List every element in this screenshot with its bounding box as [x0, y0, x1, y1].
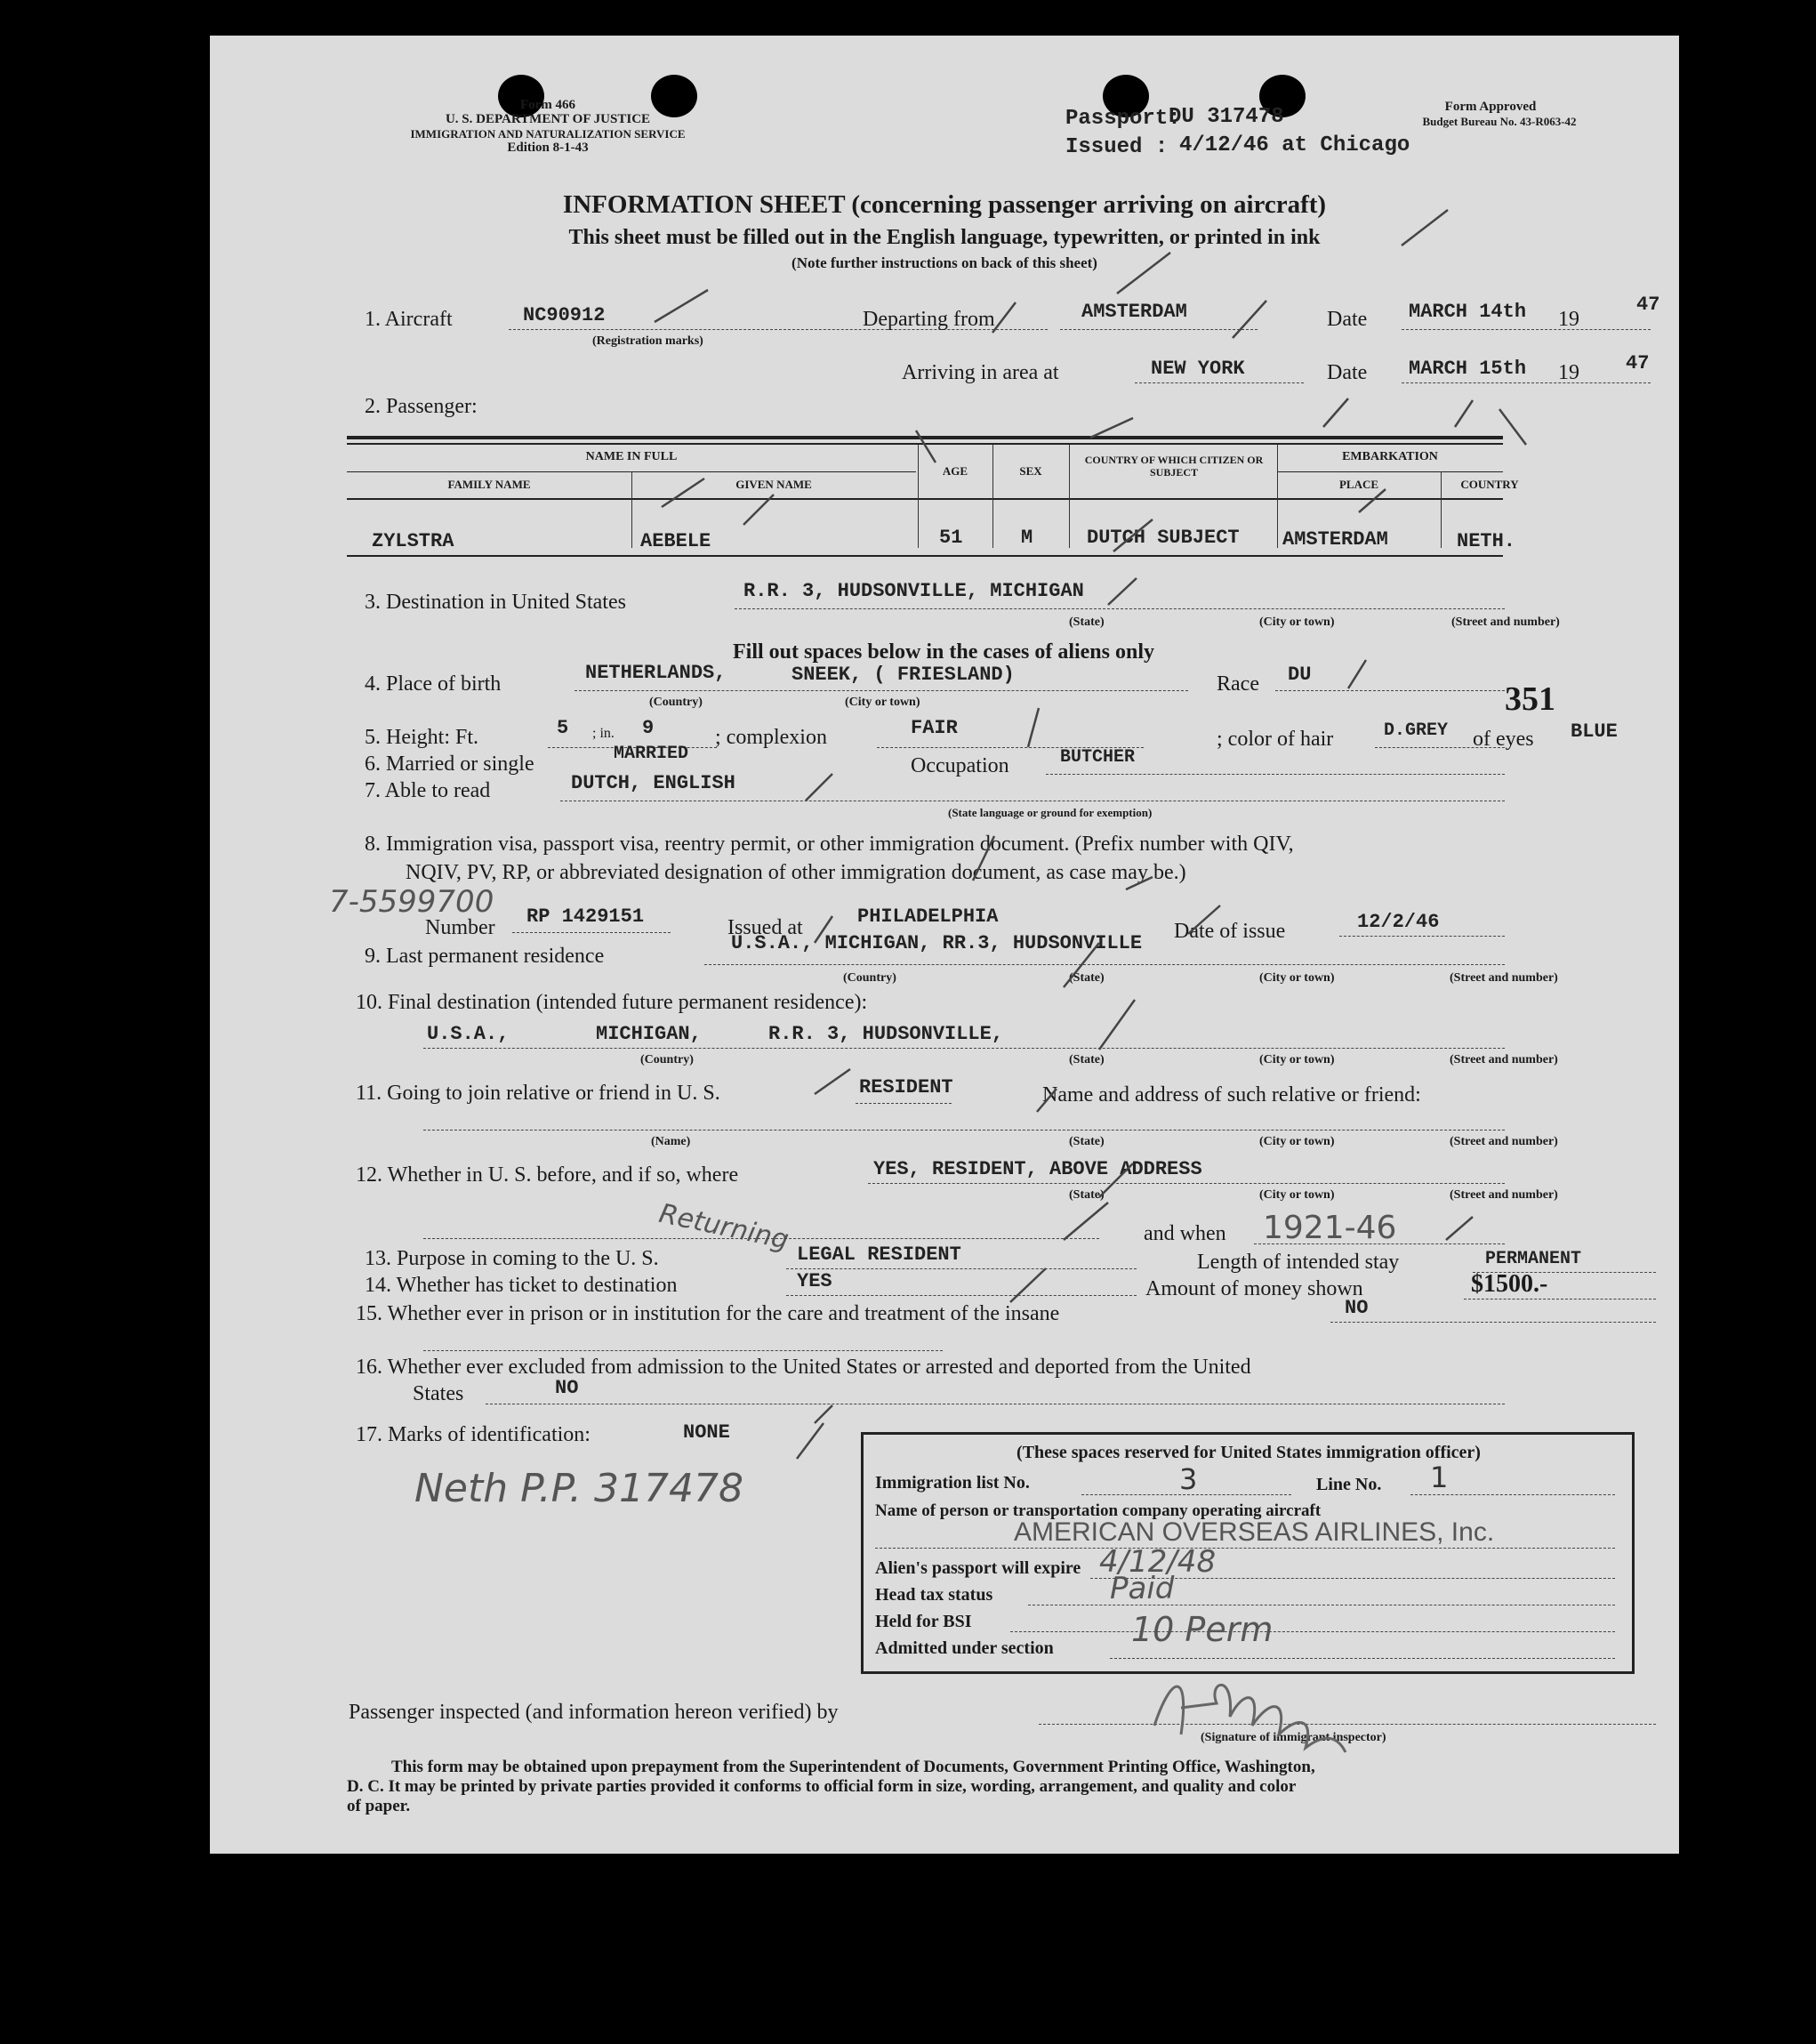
- caption-state: (State): [1069, 616, 1105, 629]
- col-embarkation: EMBARKATION: [1342, 450, 1438, 463]
- final-rest: R.R. 3, HUDSONVILLE,: [768, 1023, 1004, 1045]
- previous-us-value: YES, RESIDENT, ABOVE ADDRESS: [873, 1158, 1202, 1180]
- aircraft-value: NC90912: [523, 304, 606, 326]
- footer-line-2: D. C. It may be printed by private parties provided it conforms to official form in size, wording, arrangement, and quality and color: [347, 1777, 1297, 1796]
- col-place: PLACE: [1338, 478, 1379, 491]
- join-relative-value: RESIDENT: [859, 1076, 953, 1098]
- check-marks: [210, 36, 1679, 1854]
- immigration-list-label: Immigration list No.: [875, 1473, 1030, 1493]
- handwritten-number: 7-5599700: [329, 884, 494, 920]
- money-value: $1500.-: [1471, 1270, 1548, 1298]
- birth-city: SNEEK, ( FRIESLAND): [791, 664, 1015, 686]
- caption-name-11: (Name): [651, 1135, 691, 1148]
- visa-issued-value: PHILADELPHIA: [857, 905, 999, 928]
- year-prefix-arr: 19: [1558, 361, 1579, 384]
- admitted-section-value: 10 Perm: [1131, 1610, 1274, 1649]
- final-state: MICHIGAN,: [596, 1023, 702, 1045]
- embark-country: NETH.: [1457, 530, 1516, 552]
- airline-stamp: AMERICAN OVERSEAS AIRLINES, Inc.: [1014, 1517, 1495, 1547]
- complexion-label: ; complexion: [715, 726, 827, 749]
- eyes-label: of eyes: [1473, 728, 1534, 751]
- footer-line-3: of paper.: [347, 1797, 411, 1815]
- when-value: 1921-46: [1263, 1210, 1397, 1246]
- form-title: INFORMATION SHEET (concerning passenger arriving on aircraft): [562, 190, 1327, 219]
- caption-city: (City or town): [1259, 616, 1335, 629]
- caption-state-9: (State): [1069, 971, 1105, 985]
- embark-place: AMSTERDAM: [1282, 528, 1388, 551]
- identification-label: 17. Marks of identification:: [356, 1423, 591, 1446]
- height-label: 5. Height: Ft.: [365, 726, 479, 749]
- visa-issued-label: Issued at: [727, 916, 803, 939]
- caption-city-9: (City or town): [1259, 971, 1335, 985]
- caption-city-10: (City or town): [1259, 1053, 1335, 1066]
- caption-state-12: (State): [1069, 1188, 1105, 1202]
- date-departure-value: MARCH 14th: [1409, 301, 1527, 323]
- height-inches: 9: [642, 717, 655, 739]
- read-value: DUTCH, ENGLISH: [571, 772, 735, 794]
- read-caption: (State language or ground for exemption): [948, 806, 1153, 819]
- prison-value: NO: [1345, 1297, 1369, 1319]
- caption-country: (Country): [649, 696, 703, 709]
- marital-value: MARRIED: [614, 744, 689, 764]
- visa-date-label: Date of issue: [1174, 920, 1286, 943]
- passport-value: DU 317478: [1169, 105, 1284, 129]
- departing-value: AMSTERDAM: [1081, 301, 1187, 323]
- excluded-label-2: States: [413, 1382, 464, 1405]
- when-label: and when: [1144, 1222, 1226, 1245]
- col-given-name: GIVEN NAME: [735, 478, 812, 491]
- passenger-family-name: ZYLSTRA: [372, 530, 454, 552]
- join-relative-label: 11. Going to join relative or friend in U. S.: [356, 1082, 720, 1105]
- visa-number: RP 1429151: [526, 905, 645, 928]
- destination-label: 3. Destination in United States: [365, 591, 626, 614]
- occupation-label: Occupation: [911, 754, 1009, 777]
- height-feet: 5: [557, 717, 569, 739]
- immigration-list-value: 3: [1179, 1462, 1198, 1496]
- departing-label: Departing from: [863, 308, 995, 331]
- caption-street-12: (Street and number): [1450, 1188, 1558, 1202]
- handwritten-returning: Returning: [655, 1198, 791, 1256]
- identification-value: NONE: [683, 1421, 730, 1444]
- caption-street: (Street and number): [1451, 616, 1560, 629]
- col-name-in-full: NAME IN FULL: [585, 450, 678, 463]
- passenger-age: 51: [939, 527, 963, 549]
- race-label: Race: [1217, 672, 1259, 696]
- aircraft-label: 1. Aircraft: [365, 308, 453, 331]
- year-prefix-dep: 19: [1558, 308, 1579, 331]
- eyes-value: BLUE: [1571, 720, 1618, 743]
- line-no-value: 1: [1430, 1461, 1449, 1494]
- service: IMMIGRATION AND NATURALIZATION SERVICE: [410, 127, 686, 141]
- document-sheet: [210, 36, 1679, 1854]
- occupation-value: BUTCHER: [1060, 747, 1136, 768]
- stamped-number: 351: [1505, 680, 1555, 718]
- col-age: AGE: [942, 464, 968, 478]
- caption-state-10: (State): [1069, 1053, 1105, 1066]
- passenger-sex: M: [1021, 527, 1033, 549]
- caption-street-11: (Street and number): [1450, 1135, 1558, 1148]
- passport-label: Passport:: [1065, 107, 1181, 131]
- edition: Edition 8-1-43: [507, 141, 589, 155]
- race-value: DU: [1288, 664, 1312, 686]
- form-subtitle: This sheet must be filled out in the English language, typewritten, or printed in ink: [568, 226, 1321, 249]
- head-tax-label: Head tax status: [875, 1585, 993, 1605]
- person-operating-label: Name of person or transportation company operating aircraft: [875, 1501, 1322, 1520]
- passenger-label: 2. Passenger:: [365, 395, 478, 418]
- date-departure-label: Date: [1327, 308, 1368, 331]
- department: U. S. DEPARTMENT OF JUSTICE: [445, 112, 651, 126]
- arriving-label: Arriving in area at: [902, 361, 1059, 384]
- destination-value: R.R. 3, HUDSONVILLE, MICHIGAN: [743, 580, 1084, 602]
- read-label: 7. Able to read: [365, 779, 491, 802]
- year-arrival: 47: [1626, 352, 1650, 374]
- registration-caption: (Registration marks): [592, 334, 703, 348]
- footer-line-1: This form may be obtained upon prepayment from the Superintendent of Documents, Government Printing Office, Washington,: [391, 1758, 1315, 1776]
- passport-expire-value: 4/12/48: [1099, 1544, 1217, 1580]
- year-departure: 47: [1636, 294, 1660, 316]
- ticket-value: YES: [797, 1270, 832, 1292]
- admitted-section-label: Admitted under section: [875, 1638, 1054, 1658]
- visa-number-label: Number: [425, 916, 495, 939]
- excluded-value: NO: [555, 1377, 579, 1399]
- prison-label: 15. Whether ever in prison or in institution for the care and treatment of the insane: [356, 1302, 1060, 1325]
- hair-value: D.GREY: [1384, 720, 1449, 741]
- final-destination-label: 10. Final destination (intended future permanent residence):: [356, 991, 868, 1014]
- passenger-citizenship: DUTCH SUBJECT: [1087, 527, 1240, 549]
- caption-state-11: (State): [1069, 1135, 1105, 1148]
- purpose-label: 13. Purpose in coming to the U. S.: [365, 1247, 659, 1270]
- issued-label: Issued :: [1065, 135, 1169, 159]
- head-tax-value: Paid: [1110, 1571, 1175, 1606]
- birth-country: NETHERLANDS,: [585, 662, 727, 684]
- visa-label-2: NQIV, PV, RP, or abbreviated designation of other immigration document, as case may be.): [406, 861, 1186, 884]
- complexion-value: FAIR: [911, 717, 958, 739]
- final-country: U.S.A.,: [427, 1023, 510, 1045]
- height-inches-label: ; in.: [592, 726, 615, 741]
- inspected-label: Passenger inspected (and information hereon verified) by: [349, 1701, 839, 1724]
- aliens-only-note: Fill out spaces below in the cases of aliens only: [733, 640, 1155, 664]
- stay-label: Length of intended stay: [1197, 1251, 1400, 1274]
- held-bsi-label: Held for BSI: [875, 1612, 972, 1631]
- col-sex: SEX: [1019, 464, 1042, 478]
- marital-label: 6. Married or single: [365, 752, 534, 776]
- last-residence-label: 9. Last permanent residence: [365, 945, 605, 968]
- visa-label-1: 8. Immigration visa, passport visa, reentry permit, or other immigration document. (Prefix number with QIV,: [365, 833, 1294, 856]
- purpose-value: LEGAL RESIDENT: [797, 1243, 961, 1266]
- excluded-label-1: 16. Whether ever excluded from admission to the United States or arrested and deported from the United: [356, 1356, 1251, 1379]
- caption-city-town: (City or town): [845, 696, 920, 709]
- handwritten-passport-note: Neth P.P. 317478: [414, 1466, 743, 1511]
- visa-date-value: 12/2/46: [1357, 911, 1440, 933]
- previous-us-label: 12. Whether in U. S. before, and if so, where: [356, 1163, 739, 1187]
- money-label: Amount of money shown: [1145, 1277, 1363, 1300]
- date-arrival-label: Date: [1327, 361, 1368, 384]
- passenger-given-name: AEBELE: [640, 530, 711, 552]
- col-country-embark: COUNTRY: [1460, 478, 1519, 491]
- hair-label: ; color of hair: [1217, 728, 1334, 751]
- form-number: Form 466: [519, 98, 576, 112]
- caption-country-9: (Country): [843, 971, 896, 985]
- arriving-value: NEW YORK: [1151, 358, 1245, 380]
- form-note: (Note further instructions on back of this sheet): [791, 254, 1097, 271]
- col-family-name: FAMILY NAME: [447, 478, 531, 491]
- stay-value: PERMANENT: [1485, 1249, 1582, 1269]
- budget-bureau: Budget Bureau No. 43-R063-42: [1422, 115, 1577, 128]
- issued-value: 4/12/46 at Chicago: [1179, 133, 1410, 157]
- form-approved: Form Approved: [1444, 100, 1537, 114]
- officer-box-title: (These spaces reserved for United States immigration officer): [1016, 1443, 1481, 1462]
- col-country-citizen: COUNTRY OF WHICH CITIZEN OR SUBJECT: [1084, 454, 1264, 479]
- line-no-label: Line No.: [1316, 1475, 1382, 1494]
- passport-expire-label: Alien's passport will expire: [875, 1558, 1081, 1578]
- last-residence-value: U.S.A., MICHIGAN, RR.3, HUDSONVILLE: [731, 932, 1143, 954]
- caption-street-10: (Street and number): [1450, 1053, 1558, 1066]
- caption-city-12: (City or town): [1259, 1188, 1335, 1202]
- relative-name-address-label: Name and address of such relative or friend:: [1042, 1083, 1421, 1106]
- birthplace-label: 4. Place of birth: [365, 672, 502, 696]
- inspector-signature-caption: (Signature of immigrant inspector): [1201, 1731, 1386, 1744]
- date-arrival-value: MARCH 15th: [1409, 358, 1527, 380]
- caption-country-10: (Country): [640, 1053, 694, 1066]
- ticket-label: 14. Whether has ticket to destination: [365, 1274, 678, 1297]
- caption-street-9: (Street and number): [1450, 971, 1558, 985]
- caption-city-11: (City or town): [1259, 1135, 1335, 1148]
